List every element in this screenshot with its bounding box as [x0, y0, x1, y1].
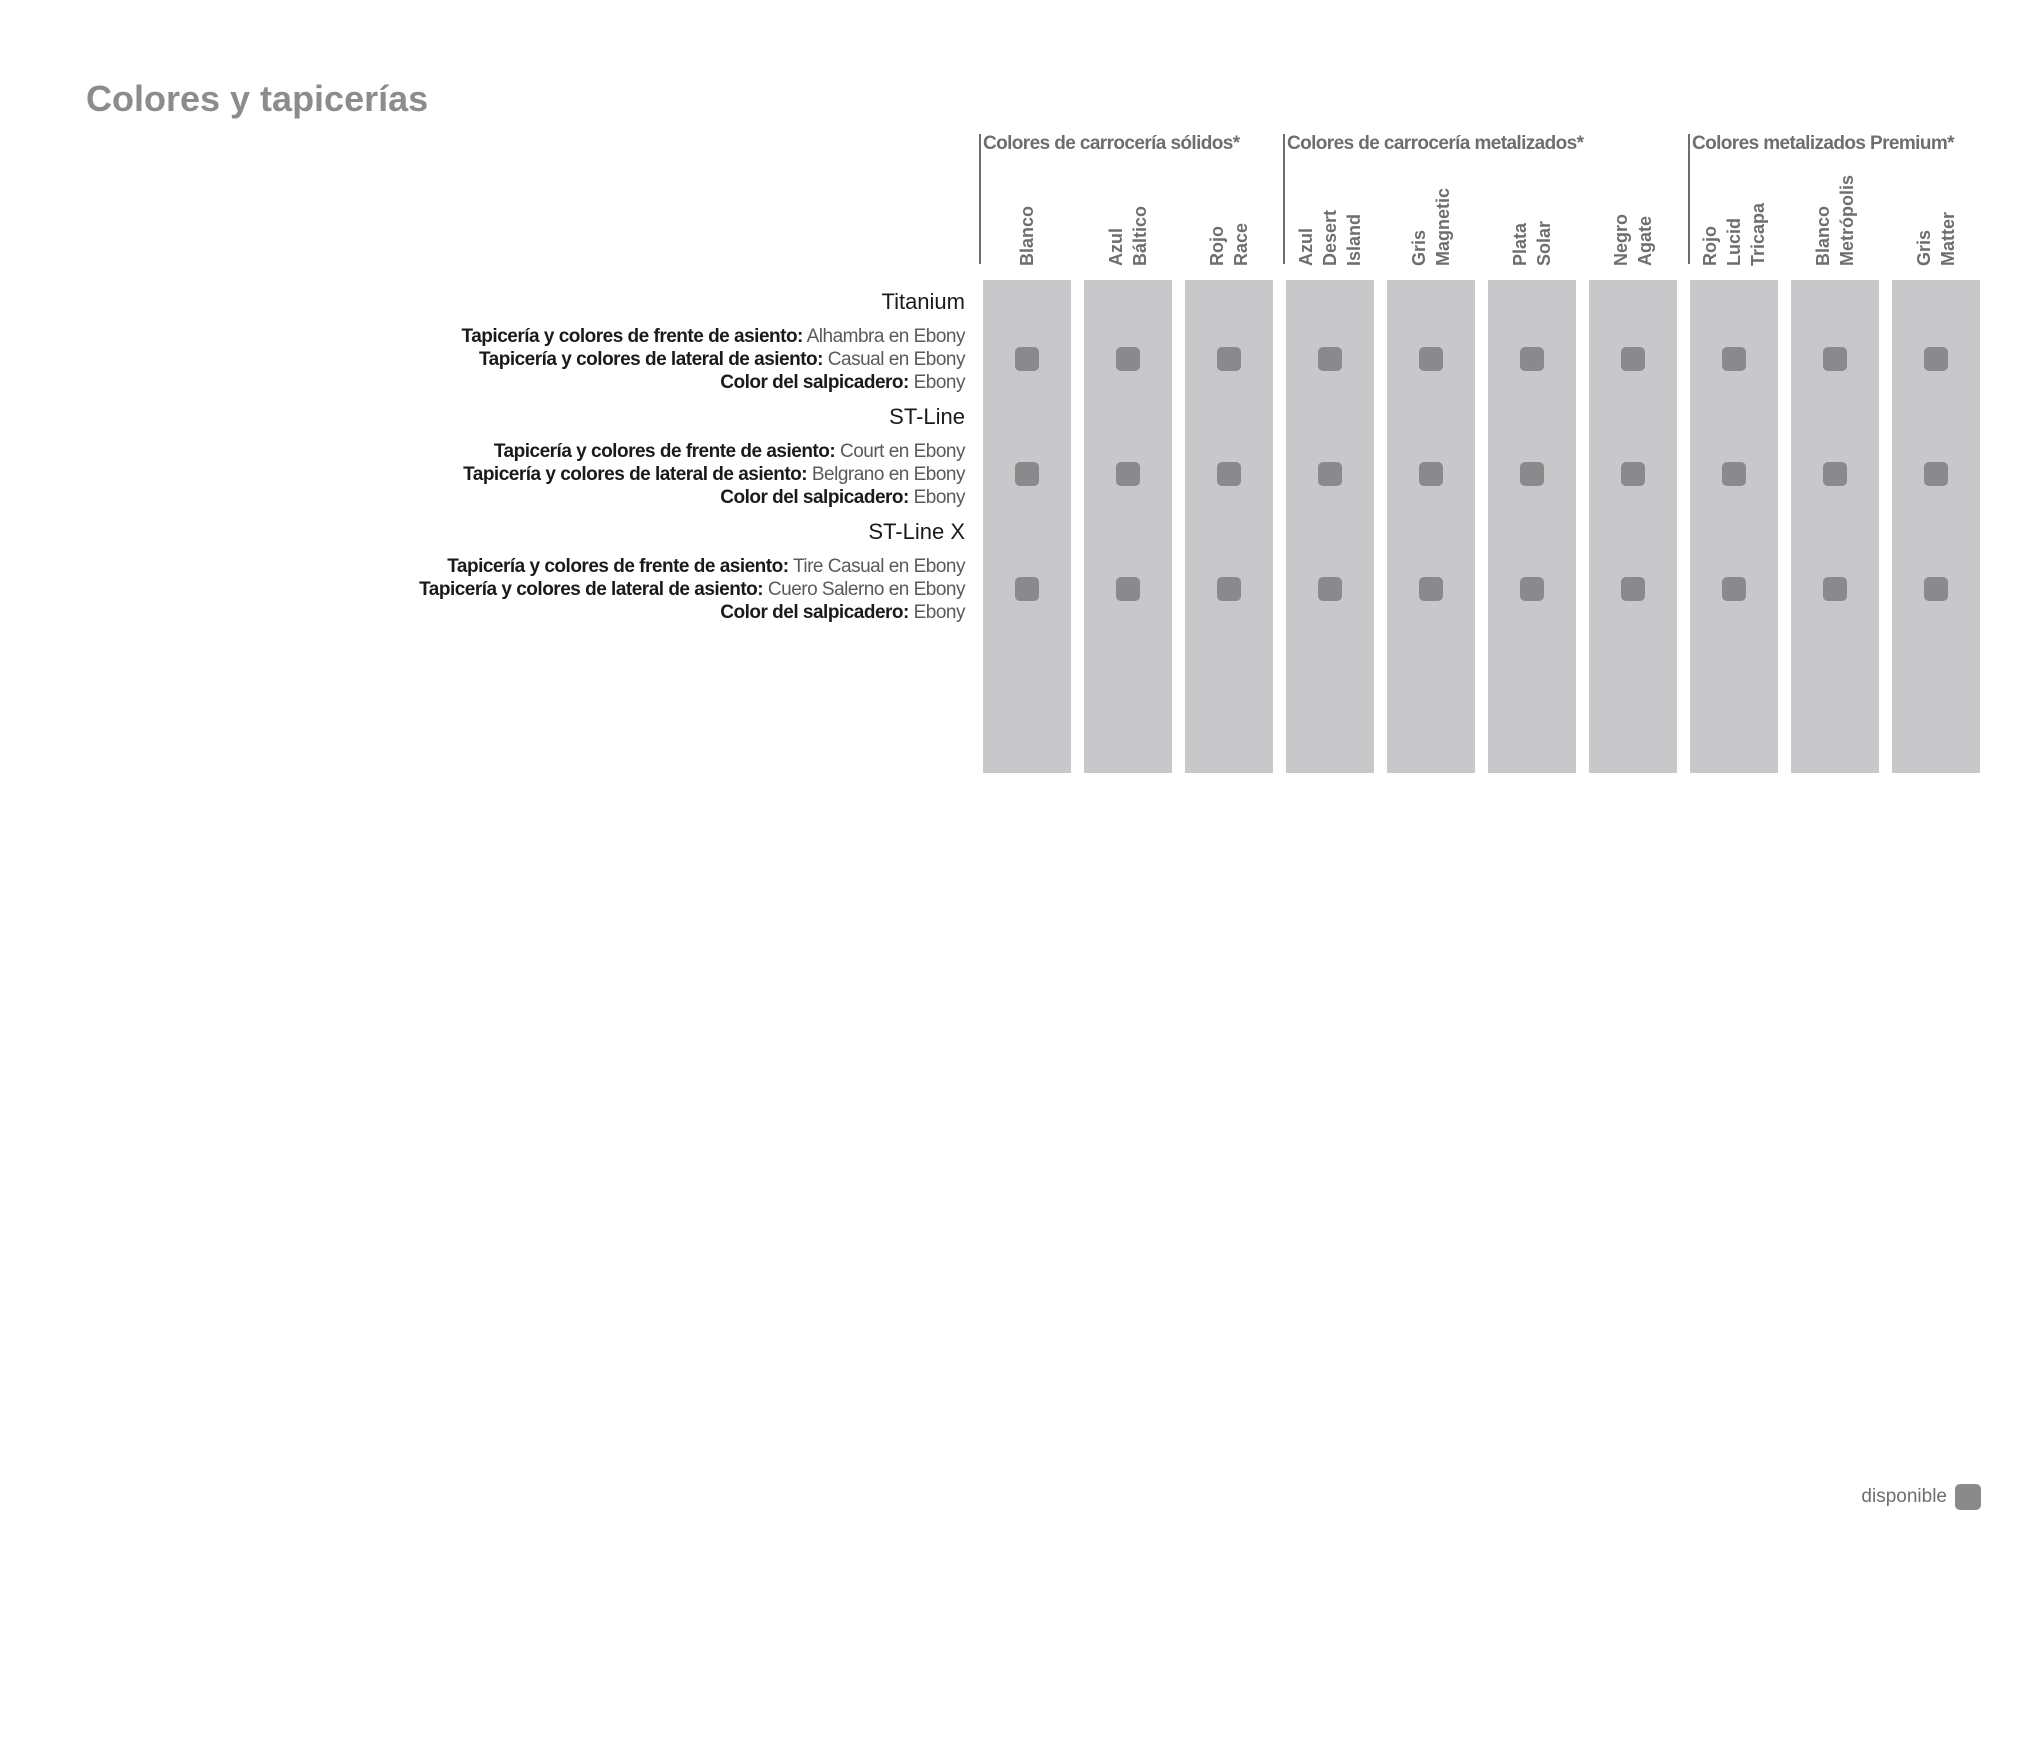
color-name-line: Azul — [1296, 228, 1316, 266]
availability-mark-icon — [1318, 347, 1342, 371]
availability-mark-icon — [1419, 577, 1443, 601]
color-name-line: Metrópolis — [1837, 174, 1857, 266]
color-name-line: Desert — [1320, 209, 1340, 266]
availability-mark-icon — [1924, 462, 1948, 486]
trim-detail — [463, 463, 965, 486]
color-name-line: Solar — [1534, 220, 1554, 266]
trim-detail — [462, 371, 965, 394]
color-group-label: Colores metalizados Premium* — [1692, 133, 1954, 154]
availability-mark-icon — [1015, 577, 1039, 601]
trim-detail-key: Tapicería y colores de lateral de asiento: — [463, 464, 808, 485]
color-name-line: Azul — [1106, 228, 1126, 266]
color-column-header — [1387, 140, 1475, 266]
color-name-line: Gris — [1914, 229, 1934, 266]
color-name-line: Matter — [1938, 211, 1958, 266]
availability-mark-icon — [1116, 347, 1140, 371]
availability-mark-icon — [1924, 347, 1948, 371]
availability-mark-icon — [1722, 347, 1746, 371]
color-column-header — [1589, 140, 1677, 266]
color-group-label: Colores de carrocería sólidos* — [983, 133, 1240, 154]
legend — [1861, 1484, 1981, 1510]
trim-detail — [463, 486, 965, 509]
trim-block — [462, 287, 965, 394]
availability-mark-icon — [1015, 347, 1039, 371]
trim-detail-key: Color del salpicadero: — [720, 487, 909, 508]
availability-mark-icon — [1015, 462, 1039, 486]
trim-detail — [419, 555, 965, 578]
trim-detail-value: Ebony — [913, 487, 965, 508]
trim-detail-value: Cuero Salerno en Ebony — [767, 579, 965, 600]
trim-detail-value: Casual en Ebony — [827, 349, 965, 370]
group-separator — [979, 134, 981, 264]
legend-label: disponible — [1861, 1486, 1947, 1507]
color-name-line: Rojo — [1700, 226, 1720, 266]
availability-mark-icon — [1621, 347, 1645, 371]
color-name-line: Rojo — [1207, 226, 1227, 266]
trim-detail — [463, 440, 965, 463]
trim-detail-key: Tapicería y colores de frente de asiento: — [493, 441, 836, 462]
trim-detail — [419, 601, 965, 624]
availability-mark-icon — [1823, 347, 1847, 371]
group-separator — [1283, 134, 1285, 264]
color-name-line: Island — [1344, 213, 1364, 266]
color-name-line: Negro — [1611, 213, 1631, 266]
trim-block — [419, 517, 965, 624]
availability-mark-icon — [1823, 577, 1847, 601]
availability-mark-icon — [1722, 462, 1746, 486]
trim-name: ST-Line — [889, 404, 965, 429]
trim-detail-value: Belgrano en Ebony — [811, 464, 965, 485]
availability-mark-icon — [1217, 462, 1241, 486]
availability-mark-icon — [1823, 462, 1847, 486]
color-name-line: Race — [1231, 222, 1251, 266]
color-name-line: Tricapa — [1748, 202, 1768, 266]
trim-name: ST-Line X — [868, 519, 965, 544]
availability-mark-icon — [1419, 462, 1443, 486]
color-name-line: Blanco — [1017, 205, 1037, 266]
color-column-header — [983, 140, 1071, 266]
color-name-line: Lucid — [1724, 218, 1744, 266]
availability-mark-icon — [1217, 347, 1241, 371]
trim-detail-value: Alhambra en Ebony — [806, 326, 965, 347]
availability-mark-icon — [1621, 462, 1645, 486]
trim-detail-value: Ebony — [913, 372, 965, 393]
color-column-header — [1488, 140, 1576, 266]
trim-block — [463, 402, 965, 509]
availability-mark-icon — [1520, 577, 1544, 601]
trim-detail-key: Tapicería y colores de lateral de asiento: — [419, 579, 764, 600]
trim-detail-value: Ebony — [913, 602, 965, 623]
color-column-header — [1892, 140, 1980, 266]
trim-detail-value: Tire Casual en Ebony — [792, 556, 965, 577]
color-name-line: Plata — [1510, 222, 1530, 266]
availability-mark-icon — [1924, 577, 1948, 601]
availability-mark-icon — [1520, 462, 1544, 486]
color-name-line: Agate — [1635, 215, 1655, 266]
trim-detail — [462, 348, 965, 371]
color-name-line: Báltico — [1130, 205, 1150, 266]
trim-detail-key: Color del salpicadero: — [720, 602, 909, 623]
availability-mark-icon — [1318, 462, 1342, 486]
trim-name: Titanium — [881, 289, 965, 314]
trim-detail-key: Tapicería y colores de frente de asiento: — [447, 556, 789, 577]
trim-detail-key: Tapicería y colores de lateral de asiento: — [478, 349, 823, 370]
color-column-header — [1791, 140, 1879, 266]
trim-detail-key: Tapicería y colores de frente de asiento: — [461, 326, 803, 347]
color-column-header — [1084, 140, 1172, 266]
availability-mark-icon — [1722, 577, 1746, 601]
availability-mark-icon — [1520, 347, 1544, 371]
color-group-label: Colores de carrocería metalizados* — [1287, 133, 1584, 154]
availability-mark-icon — [1116, 577, 1140, 601]
trim-detail — [462, 325, 965, 348]
availability-mark-icon — [1217, 577, 1241, 601]
trim-detail-value: Court en Ebony — [839, 441, 965, 462]
page-title: Colores y tapicerías — [86, 78, 429, 119]
available-swatch-icon — [1955, 1484, 1981, 1510]
color-name-line: Blanco — [1813, 205, 1833, 266]
availability-mark-icon — [1419, 347, 1443, 371]
color-column-header — [1690, 140, 1778, 266]
color-name-line: Gris — [1409, 229, 1429, 266]
availability-mark-icon — [1318, 577, 1342, 601]
availability-mark-icon — [1116, 462, 1140, 486]
color-column-header — [1185, 140, 1273, 266]
trim-detail-key: Color del salpicadero: — [720, 372, 909, 393]
availability-mark-icon — [1621, 577, 1645, 601]
color-column-header — [1286, 140, 1374, 266]
trim-detail — [419, 578, 965, 601]
color-name-line: Magnetic — [1433, 187, 1453, 266]
